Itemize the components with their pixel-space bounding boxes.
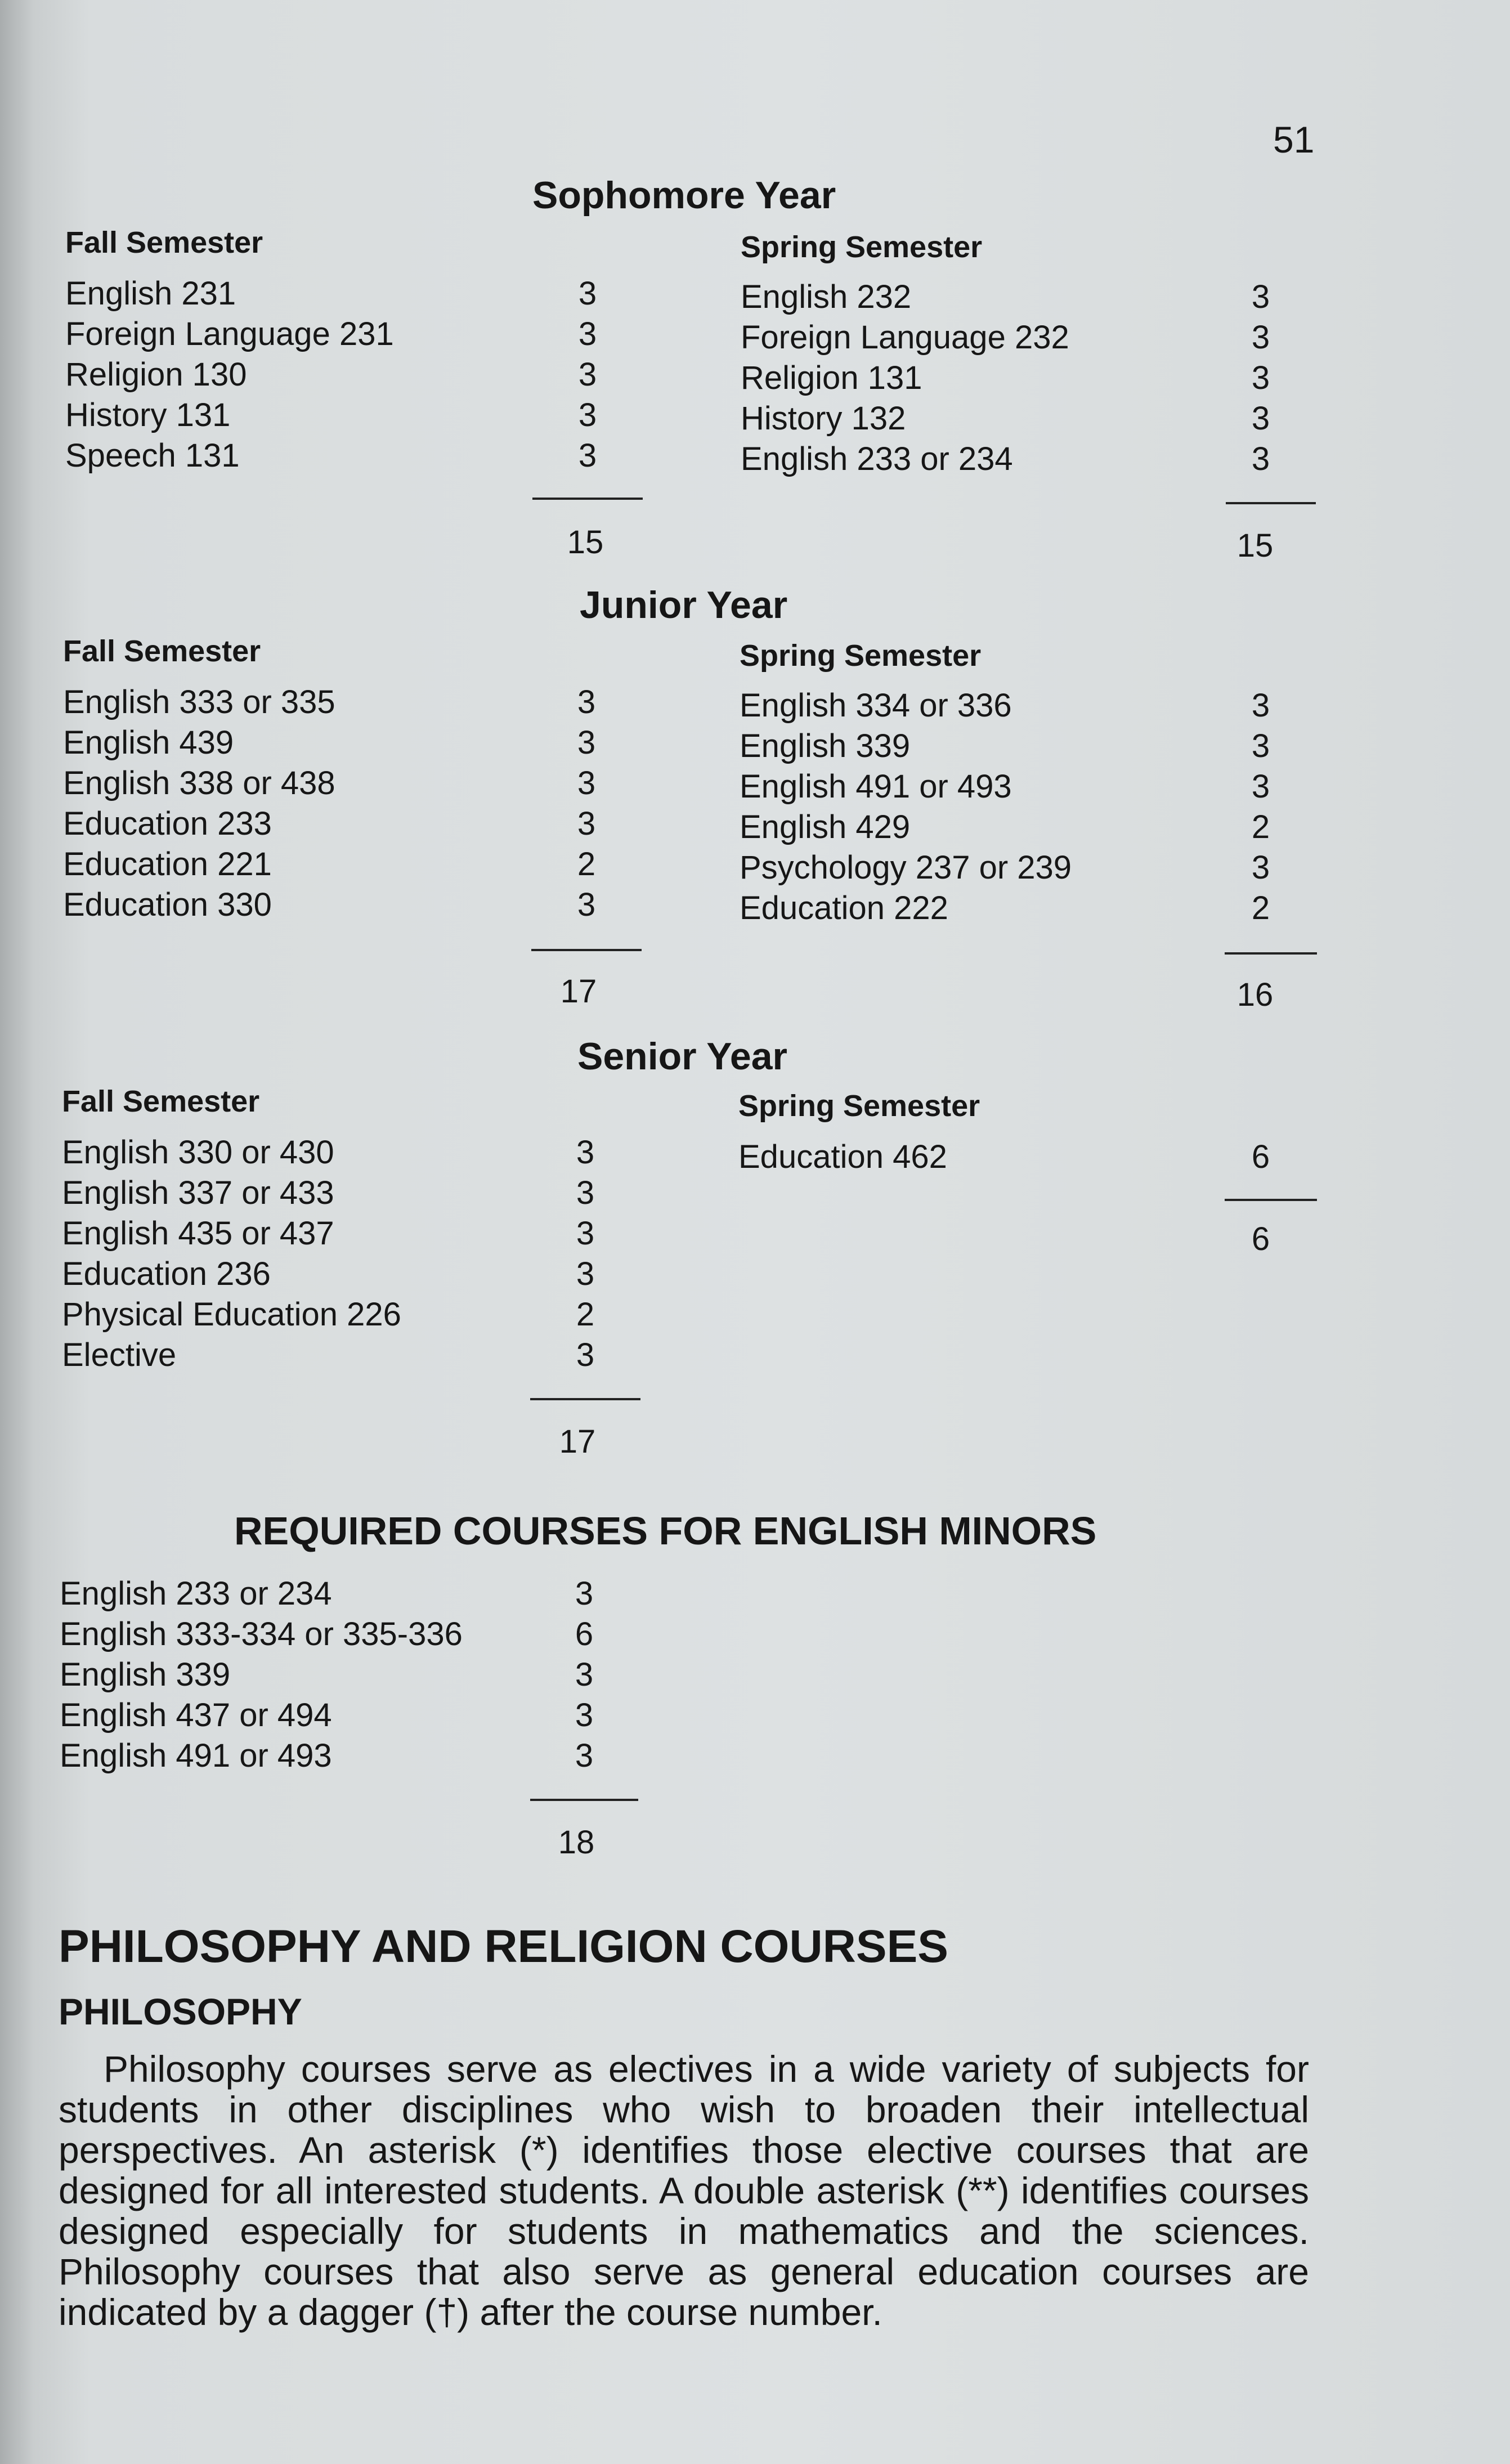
- senior-spring-total: 6: [1251, 1221, 1270, 1257]
- course-name: English 338 or 438: [63, 765, 335, 801]
- course-name: English 435 or 437: [62, 1215, 334, 1252]
- course-credits: 3: [577, 684, 596, 720]
- course-name: Religion 130: [65, 356, 247, 393]
- course-name: Education 330: [63, 886, 272, 923]
- total-rule: [1226, 502, 1316, 504]
- course-name: Education 233: [63, 805, 272, 842]
- senior-fall-total: 17: [559, 1423, 596, 1460]
- course-name: English 337 or 433: [62, 1175, 334, 1211]
- course-credits: 3: [575, 1737, 594, 1774]
- junior-fall-total: 17: [560, 973, 597, 1010]
- course-credits: 3: [576, 1256, 595, 1292]
- course-credits: 3: [1251, 400, 1270, 437]
- course-name: English 333 or 335: [63, 684, 335, 720]
- course-name: English 330 or 430: [62, 1134, 334, 1171]
- course-credits: 3: [1251, 279, 1270, 315]
- section-heading: PHILOSOPHY AND RELIGION COURSES: [59, 1921, 948, 1972]
- junior-fall-label: Fall Semester: [63, 634, 261, 668]
- sophomore-fall-total: 15: [567, 524, 604, 561]
- senior-fall-label: Fall Semester: [62, 1085, 260, 1118]
- minors-total: 18: [558, 1824, 595, 1861]
- course-name: Foreign Language 232: [741, 319, 1069, 356]
- course-credits: 3: [575, 1656, 594, 1693]
- philosophy-paragraph: Philosophy courses serve as electives in a wide variety of subjects for students in other disciplines who wish to broaden their intellectual perspectives. An asterisk (*) identifies those elective courses that are designed for all interested students. A double asterisk (**) identifies courses designed especially for students in mathematics and the sciences. Philosophy courses that also serve as general education courses are indicated by a dagger (†) after the course number.: [59, 2048, 1309, 2333]
- total-rule: [530, 1799, 638, 1801]
- course-name: History 131: [65, 397, 231, 433]
- course-credits: 2: [576, 1296, 595, 1333]
- course-name: Foreign Language 231: [65, 316, 394, 352]
- course-credits: 3: [578, 316, 597, 352]
- sophomore-spring-total: 15: [1236, 527, 1274, 564]
- senior-spring-label: Spring Semester: [738, 1089, 980, 1123]
- page-number: 51: [1273, 119, 1315, 160]
- course-credits: 3: [1251, 687, 1270, 724]
- course-name: Education 222: [740, 890, 948, 926]
- course-name: Religion 131: [741, 360, 922, 396]
- course-credits: 3: [575, 1697, 594, 1733]
- course-credits: 3: [1251, 319, 1270, 356]
- course-credits: 3: [1251, 849, 1270, 886]
- course-name: Education 221: [63, 846, 272, 882]
- course-name: English 429: [740, 809, 911, 845]
- junior-year-title: Junior Year: [580, 584, 788, 626]
- course-name: Physical Education 226: [62, 1296, 401, 1333]
- course-credits: 2: [1251, 809, 1270, 845]
- course-name: English 439: [63, 724, 234, 761]
- subsection-heading: PHILOSOPHY: [59, 1991, 302, 2032]
- course-credits: 3: [577, 724, 596, 761]
- course-credits: 3: [578, 437, 597, 474]
- course-name: English 334 or 336: [740, 687, 1012, 724]
- total-rule: [530, 1398, 640, 1400]
- course-credits: 3: [577, 805, 596, 842]
- course-credits: 3: [578, 356, 597, 393]
- course-name: English 491 or 493: [740, 768, 1012, 805]
- course-credits: 3: [576, 1337, 595, 1373]
- senior-year-title: Senior Year: [577, 1035, 787, 1078]
- course-name: English 231: [65, 275, 236, 312]
- course-credits: 3: [577, 886, 596, 923]
- total-rule: [532, 498, 643, 500]
- course-name: Speech 131: [65, 437, 240, 474]
- course-credits: 3: [576, 1175, 595, 1211]
- sophomore-spring-label: Spring Semester: [741, 230, 983, 264]
- course-name: English 233 or 234: [60, 1575, 332, 1612]
- course-credits: 3: [577, 765, 596, 801]
- course-credits: 6: [575, 1616, 594, 1652]
- course-name: Elective: [62, 1337, 177, 1373]
- course-name: English 491 or 493: [60, 1737, 332, 1774]
- course-credits: 3: [1251, 768, 1270, 805]
- course-name: Education 462: [738, 1139, 947, 1175]
- course-name: English 233 or 234: [741, 441, 1013, 477]
- course-name: History 132: [741, 400, 906, 437]
- total-rule: [1225, 1199, 1317, 1201]
- total-rule: [1225, 952, 1317, 955]
- course-credits: 3: [576, 1215, 595, 1252]
- sophomore-year-title: Sophomore Year: [532, 174, 836, 217]
- course-name: English 339: [60, 1656, 231, 1693]
- sophomore-fall-label: Fall Semester: [65, 226, 263, 259]
- course-credits: 3: [1251, 728, 1270, 764]
- junior-spring-label: Spring Semester: [740, 639, 982, 673]
- course-credits: 3: [578, 397, 597, 433]
- course-name: Education 236: [62, 1256, 271, 1292]
- junior-spring-total: 16: [1236, 976, 1274, 1013]
- course-name: English 339: [740, 728, 911, 764]
- course-credits: 2: [577, 846, 596, 882]
- course-credits: 3: [578, 275, 597, 312]
- course-name: English 232: [741, 279, 912, 315]
- course-name: English 333-334 or 335-336: [60, 1616, 463, 1652]
- course-name: English 437 or 494: [60, 1697, 332, 1733]
- course-credits: 2: [1251, 890, 1270, 926]
- course-name: Psychology 237 or 239: [740, 849, 1072, 886]
- course-credits: 3: [575, 1575, 594, 1612]
- course-credits: 6: [1251, 1139, 1270, 1175]
- minors-title: REQUIRED COURSES FOR ENGLISH MINORS: [234, 1509, 1097, 1553]
- course-credits: 3: [1251, 360, 1270, 396]
- course-credits: 3: [1251, 441, 1270, 477]
- course-credits: 3: [576, 1134, 595, 1171]
- total-rule: [531, 949, 642, 951]
